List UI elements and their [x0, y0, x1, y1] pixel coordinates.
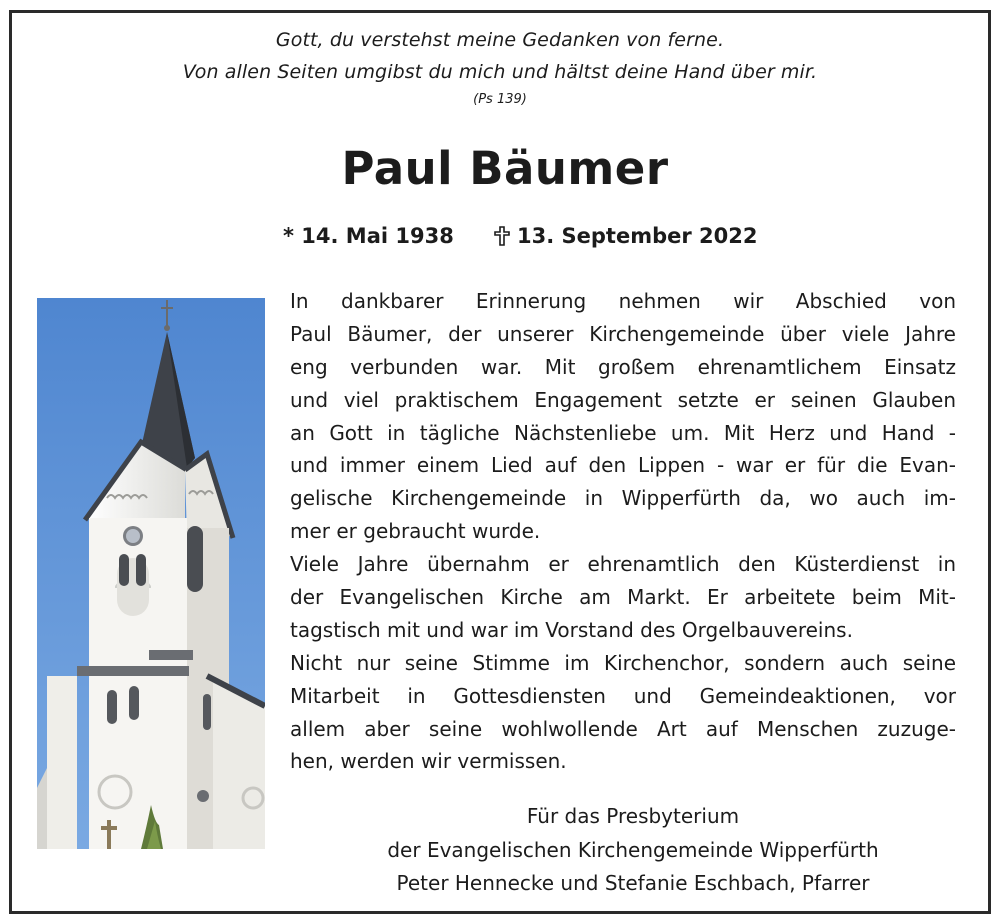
body-line: und immer einem Lied auf den Lippen - war er für die Evan- [290, 453, 956, 478]
signature-line-3: Peter Hennecke und Stefanie Eschbach, Pfarrer [396, 871, 870, 895]
verse-line-1: Gott, du verstehst meine Gedanken von ferne. [275, 29, 725, 51]
signature-line-1: Für das Presbyterium [526, 804, 740, 828]
church-tower-photo [37, 298, 265, 849]
body-line: Viele Jahre übernahm er ehrenamtlich den Küsterdienst in [290, 552, 956, 577]
death-date-row [494, 224, 757, 248]
verse-reference: (Ps 139) [473, 92, 527, 107]
body-line: Mitarbeit in Gottesdiensten und Gemeindeaktionen, vor [290, 683, 956, 708]
verse-line-2: Von allen Seiten umgibst du mich und hältst deine Hand über mir. [182, 61, 818, 83]
body-line: allem aber seine wohlwollende Art auf Menschen zuzuge- [290, 716, 956, 741]
body-line: der Evangelischen Kirche am Markt. Er arbeitete beim Mit- [290, 585, 956, 610]
body-line: mer er gebraucht wurde. [290, 519, 541, 544]
body-line: hen, werden wir vermissen. [290, 749, 567, 774]
body-line: an Gott in tägliche Nächstenliebe um. Mit Herz und Hand - [290, 420, 956, 445]
body-line: und viel praktischem Engagement setzte er seinen Glauben [290, 387, 956, 412]
body-line: Paul Bäumer, der unserer Kirchengemeinde über viele Jahre [290, 321, 956, 346]
body-line: Nicht nur seine Stimme im Kirchenchor, sondern auch seine [290, 650, 956, 675]
body-line: tagstisch mit und war im Vorstand des Orgelbauvereins. [290, 617, 853, 642]
body-line: eng verbunden war. Mit großem ehrenamtlichem Einsatz [290, 354, 956, 379]
signature-line-2: der Evangelischen Kirchengemeinde Wipperfürth [387, 838, 879, 862]
body-line: In dankbarer Erinnerung nehmen wir Abschied von [290, 289, 956, 313]
obituary-body [290, 285, 956, 778]
latin-cross-icon [494, 226, 510, 246]
birth-date: * 14. Mai 1938 [283, 224, 454, 248]
body-line: gelische Kirchengemeinde in Wipperfürth da, wo auch im- [290, 486, 956, 511]
deceased-name: Paul Bäumer [341, 142, 669, 195]
death-date: 13. September 2022 [517, 224, 758, 248]
